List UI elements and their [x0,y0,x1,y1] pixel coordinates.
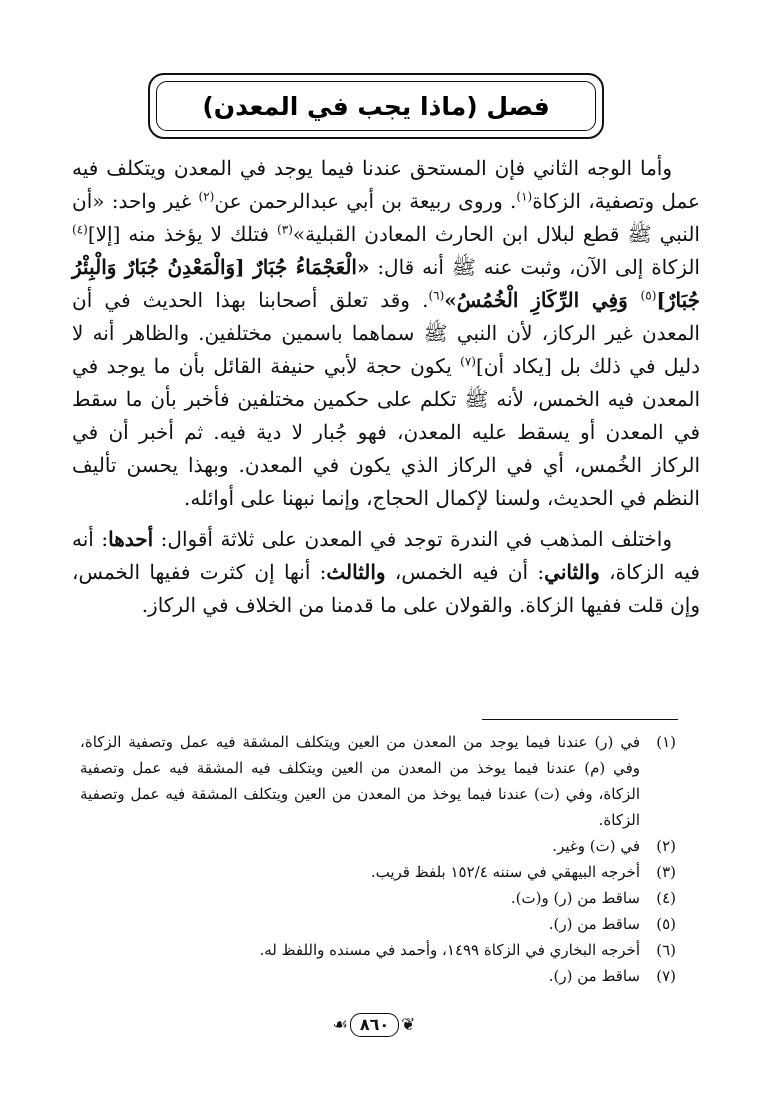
footnote-ref-3[interactable]: (٣) [277,222,293,237]
text-run: فتلك لا يؤخذ منه [إلا] [87,222,278,246]
footnote-ref-6[interactable]: (٦) [428,288,445,303]
text-run: . وقد تعلق أصحابنا بهذا الحديث في أن المعدن غير الركاز، لأن النبي ﷺ سماهما باسمين مختلفين. والظاهر أنه لا دليل في ذلك بل [يكاد أن] [72,288,701,378]
text-run: . وروى ربيعة بن أبي عبدالرحمن عن [214,189,517,213]
hadith-quote: وَفِي الرِّكَازِ الْخُمُسُ» [444,288,641,312]
footnote-item [80,911,676,937]
footnote-ref-2[interactable]: (٢) [198,189,215,204]
footnote-text: ساقط من (ر). [548,967,640,985]
footnote-number: (٤) [656,889,676,907]
text-run: واختلف المذهب في الندرة توجد في المعدن على ثلاثة أقوال: [153,527,672,551]
footnote-text: ساقط من (ر). [548,915,640,933]
opinion-label-1: أحدها [108,527,154,551]
text-run: غير واحد: «أن النبي ﷺ قطع لبلال ابن الحارث المعادن القبلية» [72,189,700,246]
main-text [72,152,700,622]
footnote-ref-4[interactable]: (٤) [72,222,88,237]
text-run: الزكاة إلى الآن، وثبت عنه ﷺ أنه قال: [369,255,700,279]
footnote-text: في (ت) وغير. [552,837,640,855]
footnotes-list [80,729,676,989]
text-run: : أنه فيه الزكاة، [72,527,700,584]
footnote-number: (٥) [656,915,676,933]
page-number: ٨٦٠ [350,1013,399,1037]
footnote-text: أخرجه البخاري في الزكاة ١٤٩٩، وأحمد في مسنده واللفظ له. [259,941,640,959]
opinion-label-2: والثاني [544,560,600,584]
title-frame-inner [156,81,596,131]
text-run: يكون حجة لأبي حنيفة القائل بأن ما يوجد في المعدن فيه الخمس، لأنه ﷺ تكلم على حكمين مختلفين فأخبر بأن ما سقط في المعدن أو يسقط عليه المعدن، فهو جُبار لا دية فيه. ثم أخبر أن في الركاز الخُمس، أي في الركاز الذي يكون في المعدن. وبهذا يحسن تأليف النظم في الحديث، ولسنا لإكمال الحجاج، وإنما نبهنا على أوائله. [72,354,700,510]
footnote-item [80,885,676,911]
footnote-number: (٧) [656,967,676,985]
text-run: : أن فيه الخمس، [385,560,545,584]
footnote-text: ساقط من (ر) و(ت). [510,889,640,907]
ornament-left-icon: ❦ [401,1015,416,1035]
section-title: فصل (ماذا يجب في المعدن) [202,91,550,121]
footnote-item [80,833,676,859]
footnote-item [80,963,676,989]
footnote-number: (٣) [656,863,676,881]
footnote-ref-7[interactable]: (٧) [460,354,476,369]
page-number-ornament [314,1010,434,1040]
paragraph-1 [72,152,700,515]
footnote-separator [482,719,678,720]
footnote-item [80,729,676,833]
footnote-item [80,937,676,963]
footnote-number: (١) [656,733,676,751]
text-run: وأما الوجه الثاني فإن المستحق عندنا فيما يوجد في المعدن ويتكلف فيه عمل وتصفية، الزكاة [72,156,700,213]
footnote-ref-5[interactable]: (٥) [640,288,657,303]
footnote-number: (٢) [656,837,676,855]
hadith-quote: «الْعَجْمَاءُ جُبَارٌ [وَالْمَعْدِنُ جُبَارٌ وَالْبِئْرُ جُبَارٌ] [72,255,700,312]
footnote-text: أخرجه البيهقي في سننه ١٥٢/٤ بلفظ قريب. [370,863,640,881]
paragraph-2 [72,523,700,622]
ornament-right-icon: ☙ [332,1015,348,1035]
opinion-label-3: والثالث [326,560,386,584]
text-run: : أنها إن كثرت ففيها الخمس، وإن قلت ففيها الزكاة. والقولان على ما قدمنا من الخلاف في الركاز. [72,560,700,617]
footnote-item [80,859,676,885]
footnote-ref-1[interactable]: (١) [516,189,533,204]
title-frame [148,73,604,139]
footnote-text: في (ر) عندنا فيما يوجد من المعدن من العين ويتكلف المشقة فيه عمل وتصفية الزكاة، وفي (م) عندنا فيما يوخذ من المعدن من العين ويتكلف فيه المشقة فيه عمل وتصفية الزكاة، وفي (ت) عندنا فيما يوخذ من المعدن من العين ويتكلف المشقة فيه عمل وتصفية الزكاة. [80,733,640,829]
footnote-number: (٦) [656,941,676,959]
